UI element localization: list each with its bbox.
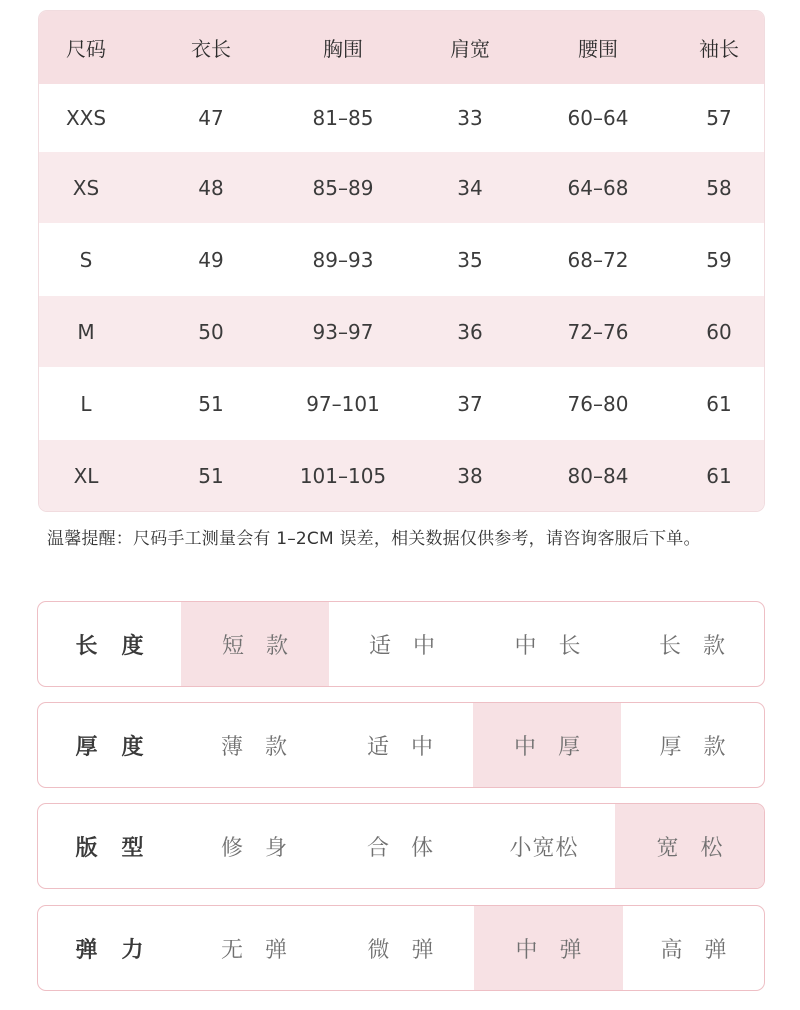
- table-header-row: [39, 11, 764, 84]
- attr-row-fit: [37, 803, 765, 889]
- cell-waist: 64–68: [567, 175, 629, 200]
- cell-waist: 72–76: [567, 319, 629, 344]
- cell-length: 51: [198, 391, 224, 416]
- cell-shoulder: 33: [457, 106, 483, 130]
- option-mid-long: 中长: [514, 633, 603, 659]
- attr-label: 版型: [75, 835, 168, 861]
- option-high-stretch: 高弹: [660, 937, 749, 963]
- cell-length: 49: [198, 247, 224, 272]
- option-thin: 薄款: [220, 734, 309, 760]
- table-row: [39, 152, 764, 223]
- option-slightly-loose: 小宽松: [509, 835, 579, 861]
- cell-length: 47: [198, 106, 224, 130]
- cell-sleeve: 61: [706, 463, 732, 488]
- cell-size: S: [79, 247, 93, 272]
- cell-chest: 81–85: [312, 106, 374, 130]
- size-table: [38, 10, 765, 512]
- cell-size: M: [77, 319, 95, 344]
- cell-length: 48: [198, 175, 224, 200]
- table-row: [39, 84, 764, 152]
- option-medium: 适中: [368, 633, 457, 659]
- header-size: 尺码: [66, 37, 106, 61]
- option-moderate: 适中: [366, 734, 455, 760]
- cell-chest: 85–89: [312, 175, 374, 200]
- cell-shoulder: 35: [457, 247, 483, 272]
- table-row: [39, 367, 764, 440]
- cell-size: XXS: [65, 106, 107, 130]
- cell-chest: 89–93: [312, 247, 374, 272]
- option-slim: 修身: [220, 835, 309, 861]
- option-medium-stretch: 中弹: [474, 906, 623, 990]
- cell-length: 50: [198, 319, 224, 344]
- attr-label: 厚度: [75, 734, 168, 760]
- option-no-stretch: 无弹: [220, 937, 309, 963]
- cell-size: XS: [72, 175, 100, 200]
- attr-label: 弹力: [75, 937, 168, 963]
- header-waist: 腰围: [578, 37, 618, 61]
- table-row: [39, 223, 764, 296]
- option-thick: 厚款: [659, 734, 748, 760]
- cell-shoulder: 36: [457, 319, 483, 344]
- cell-shoulder: 38: [457, 463, 483, 488]
- cell-chest: 93–97: [312, 319, 374, 344]
- cell-shoulder: 37: [457, 391, 483, 416]
- cell-waist: 60–64: [567, 106, 629, 130]
- option-long: 长款: [658, 633, 747, 659]
- cell-sleeve: 58: [706, 175, 732, 200]
- attr-row-elasticity: [37, 905, 765, 991]
- header-shoulder: 肩宽: [450, 37, 490, 61]
- cell-shoulder: 34: [457, 175, 483, 200]
- measurement-note: 温馨提醒：尺码手工测量会有 1–2CM 误差，相关数据仅供参考，请咨询客服后下单。: [47, 529, 701, 549]
- cell-sleeve: 59: [706, 247, 732, 272]
- option-short: 短款: [181, 602, 329, 686]
- option-slight-stretch: 微弹: [367, 937, 456, 963]
- cell-sleeve: 57: [706, 106, 732, 130]
- cell-chest: 101–105: [299, 463, 387, 488]
- attr-label: 长度: [75, 633, 168, 659]
- table-row: [39, 296, 764, 367]
- cell-size: L: [80, 391, 92, 416]
- cell-waist: 68–72: [567, 247, 629, 272]
- cell-waist: 80–84: [567, 463, 629, 488]
- table-row: [39, 440, 764, 511]
- header-length: 衣长: [191, 37, 231, 61]
- cell-size: XL: [73, 463, 99, 488]
- attr-row-thickness: [37, 702, 765, 788]
- cell-sleeve: 61: [706, 391, 732, 416]
- cell-sleeve: 60: [706, 319, 732, 344]
- header-chest: 胸围: [323, 37, 363, 61]
- cell-waist: 76–80: [567, 391, 629, 416]
- cell-length: 51: [198, 463, 224, 488]
- header-sleeve: 袖长: [699, 37, 739, 61]
- option-mid-thick: 中厚: [473, 703, 621, 787]
- option-loose: 宽松: [615, 804, 764, 888]
- cell-chest: 97–101: [306, 391, 380, 416]
- option-regular: 合体: [366, 835, 455, 861]
- attr-row-length: [37, 601, 765, 687]
